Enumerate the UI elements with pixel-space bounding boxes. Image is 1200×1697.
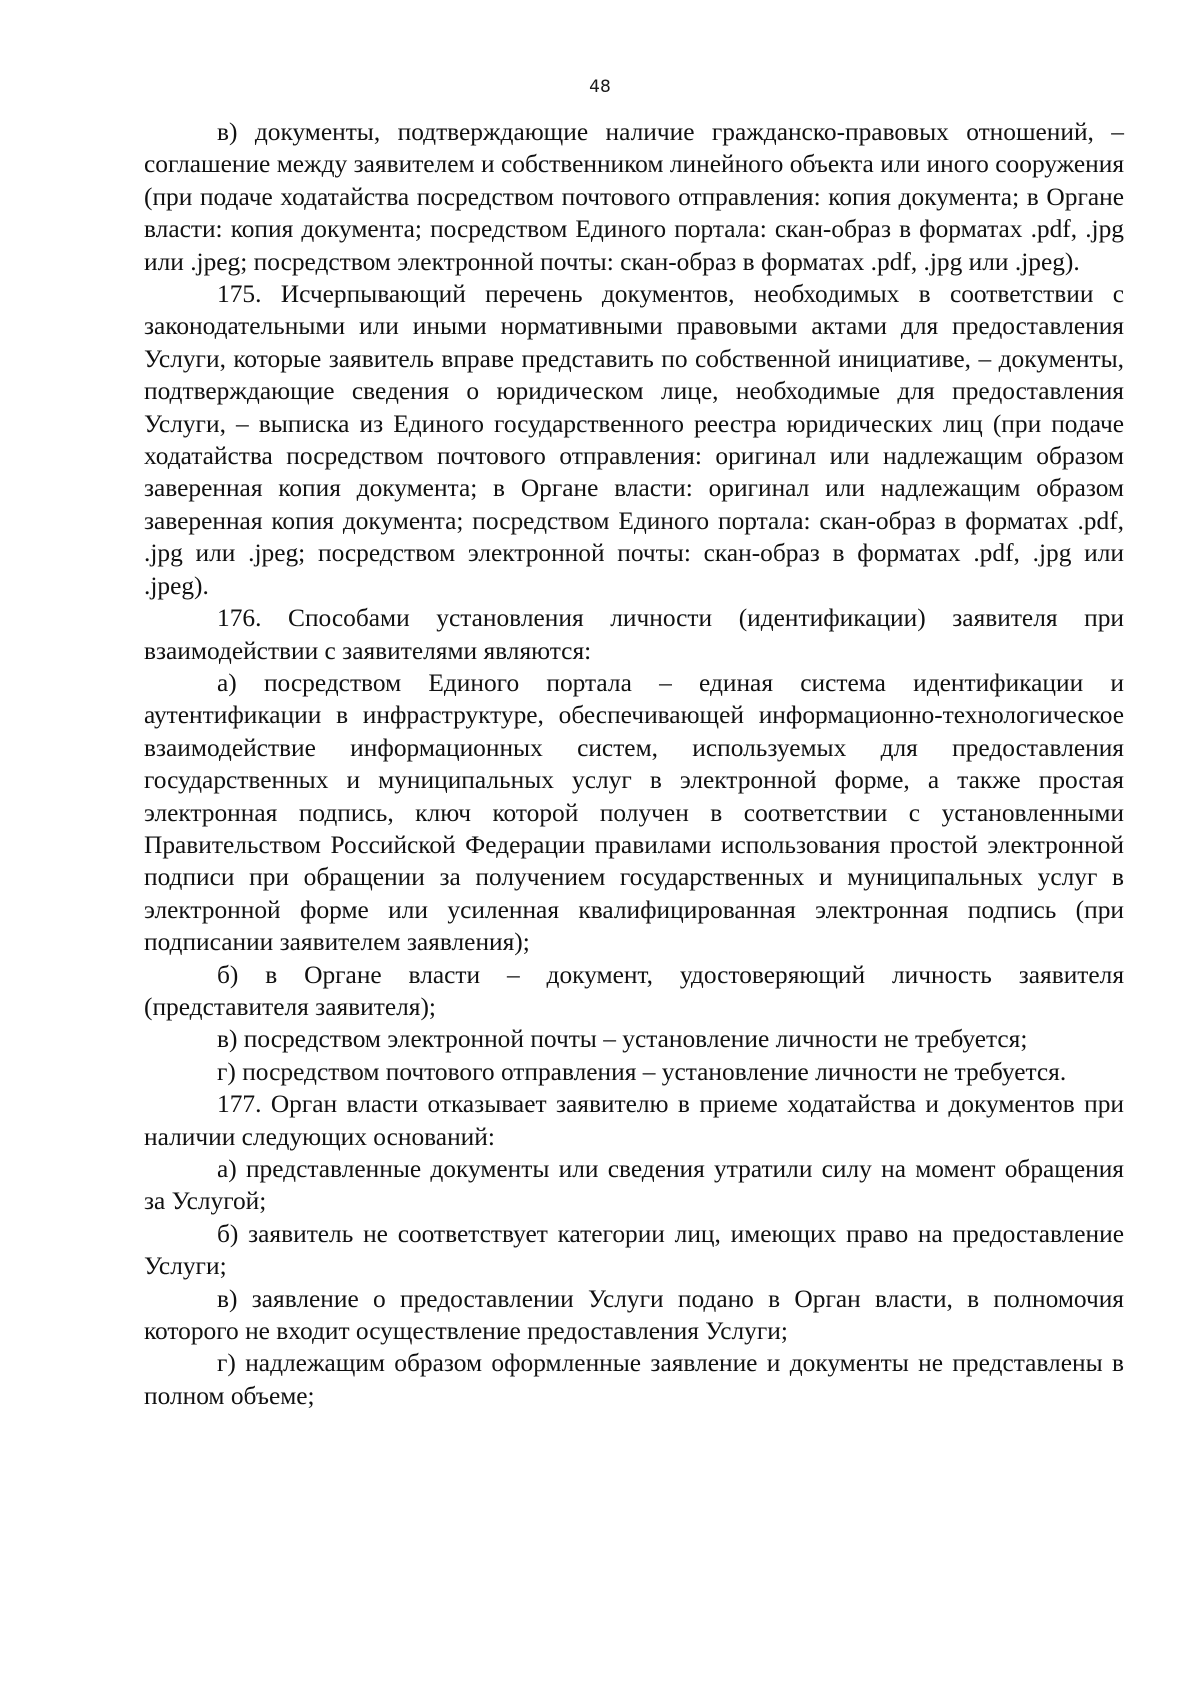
paragraph-176: 176. Способами установления личности (идентификации) заявителя при взаимодействии с заявителями являются: (144, 604, 1124, 665)
paragraph-176-g: г) посредством почтового отправления – установление личности не требуется. (217, 1057, 1067, 1086)
page-number: 48 (589, 77, 611, 97)
paragraph-177-v: в) заявление о предоставлении Услуги подано в Орган власти, в полномочия которого не входит осуществление предоставления Услуги; (144, 1284, 1124, 1346)
paragraph-176-v: в) посредством электронной почты – установление личности не требуется; (217, 1025, 1028, 1054)
paragraph-175: 175. Исчерпывающий перечень документов, необходимых в соответствии с законодательными или иными нормативными правовыми актами для предоставления Услуги, которые заявитель вправе представить по собственной инициативе, – документы, подтверждающие сведения о юридическом лице, необходимые для предоставления Услуги, – выписка из Единого государственного реестра юридических лиц (при подаче ходатайства посредством почтового отправления: оригинал или надлежащим образом заверенная копия документа; в Органе власти: оригинал или надлежащим образом заверенная копия документа; посредством Единого портала: скан-образ в форматах .pdf, .jpg или .jpeg; посредством электронной почты: скан-образ в форматах .pdf, .jpg или .jpeg). (144, 280, 1124, 600)
paragraph-176-b: б) в Органе власти – документ, удостоверяющий личность заявителя (представителя заявителя); (144, 960, 1124, 1021)
paragraph-177: 177. Орган власти отказывает заявителю в приеме ходатайства и документов при наличии следующих оснований: (144, 1090, 1124, 1151)
paragraph-177-a: а) представленные документы или сведения утратили силу на момент обращения за Услугой; (144, 1155, 1124, 1216)
paragraph-177-g: г) надлежащим образом оформленные заявление и документы не представлены в полном объеме; (144, 1349, 1124, 1410)
paragraph-item-v-documents: в) документы, подтверждающие наличие гражданско-правовых отношений, – соглашение между заявителем и собственником линейного объекта или иного сооружения (при подаче ходатайства посредством почтового отправления: копия документа; в Органе власти: копия документа; посредством Единого портала: скан-образ в форматах .pdf, .jpg или .jpeg; посредством электронной почты: скан-образ в форматах .pdf, .jpg или .jpeg). (144, 118, 1124, 276)
paragraph-177-b: б) заявитель не соответствует категории лиц, имеющих право на предоставление Услуги; (144, 1219, 1124, 1281)
document-body (144, 116, 1124, 1412)
paragraph-176-a: а) посредством Единого портала – единая система идентификации и аутентификации в инфраструктуре, обеспечивающей информационно-технологическое взаимодействие информационных систем, используемых для предоставления государственных и муниципальных услуг в электронной форме, а также простая электронная подпись, ключ которой получен в соответствии с установленными Правительством Российской Федерации правилами использования простой электронной подписи при обращении за получением государственных и муниципальных услуг в электронной форме или усиленная квалифицированная электронная подпись (при подписании заявителем заявления); (144, 668, 1124, 957)
